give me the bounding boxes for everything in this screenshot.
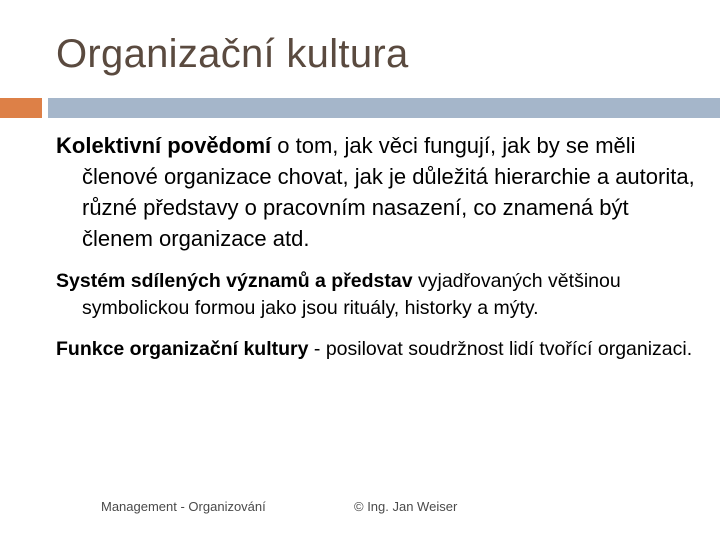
bullet-paragraph-1 [56,130,696,254]
bullet-term-1: Kolektivní povědomí [56,133,272,158]
slide-title: Organizační kultura [56,32,409,76]
footer-course: Management - Organizování [101,499,266,514]
bullet-paragraph-3 [56,336,696,363]
title-rule-bar [48,98,720,118]
bullet-text-3: - posilovat soudržnost lidí tvořící organizaci. [308,338,693,360]
bullet-term-3: Funkce organizační kultury [56,338,309,360]
bullet-paragraph-2 [56,268,696,322]
bullet-text-2: vyjadřovaných většinou symbolickou formou jako jsou rituály, historky a mýty. [82,270,621,319]
bullet-term-2: Systém sdílených významů a představ [56,270,413,292]
slide-content [56,130,696,363]
accent-bar [0,98,42,118]
bullet-text-1: o tom, jak věci fungují, jak by se měli členové organizace chovat, jak je důležitá hierarchie a autorita, různé představy o pracovním nasazení, co znamená být členem organizace atd. [82,133,695,251]
footer-copyright: © Ing. Jan Weiser [354,499,458,514]
